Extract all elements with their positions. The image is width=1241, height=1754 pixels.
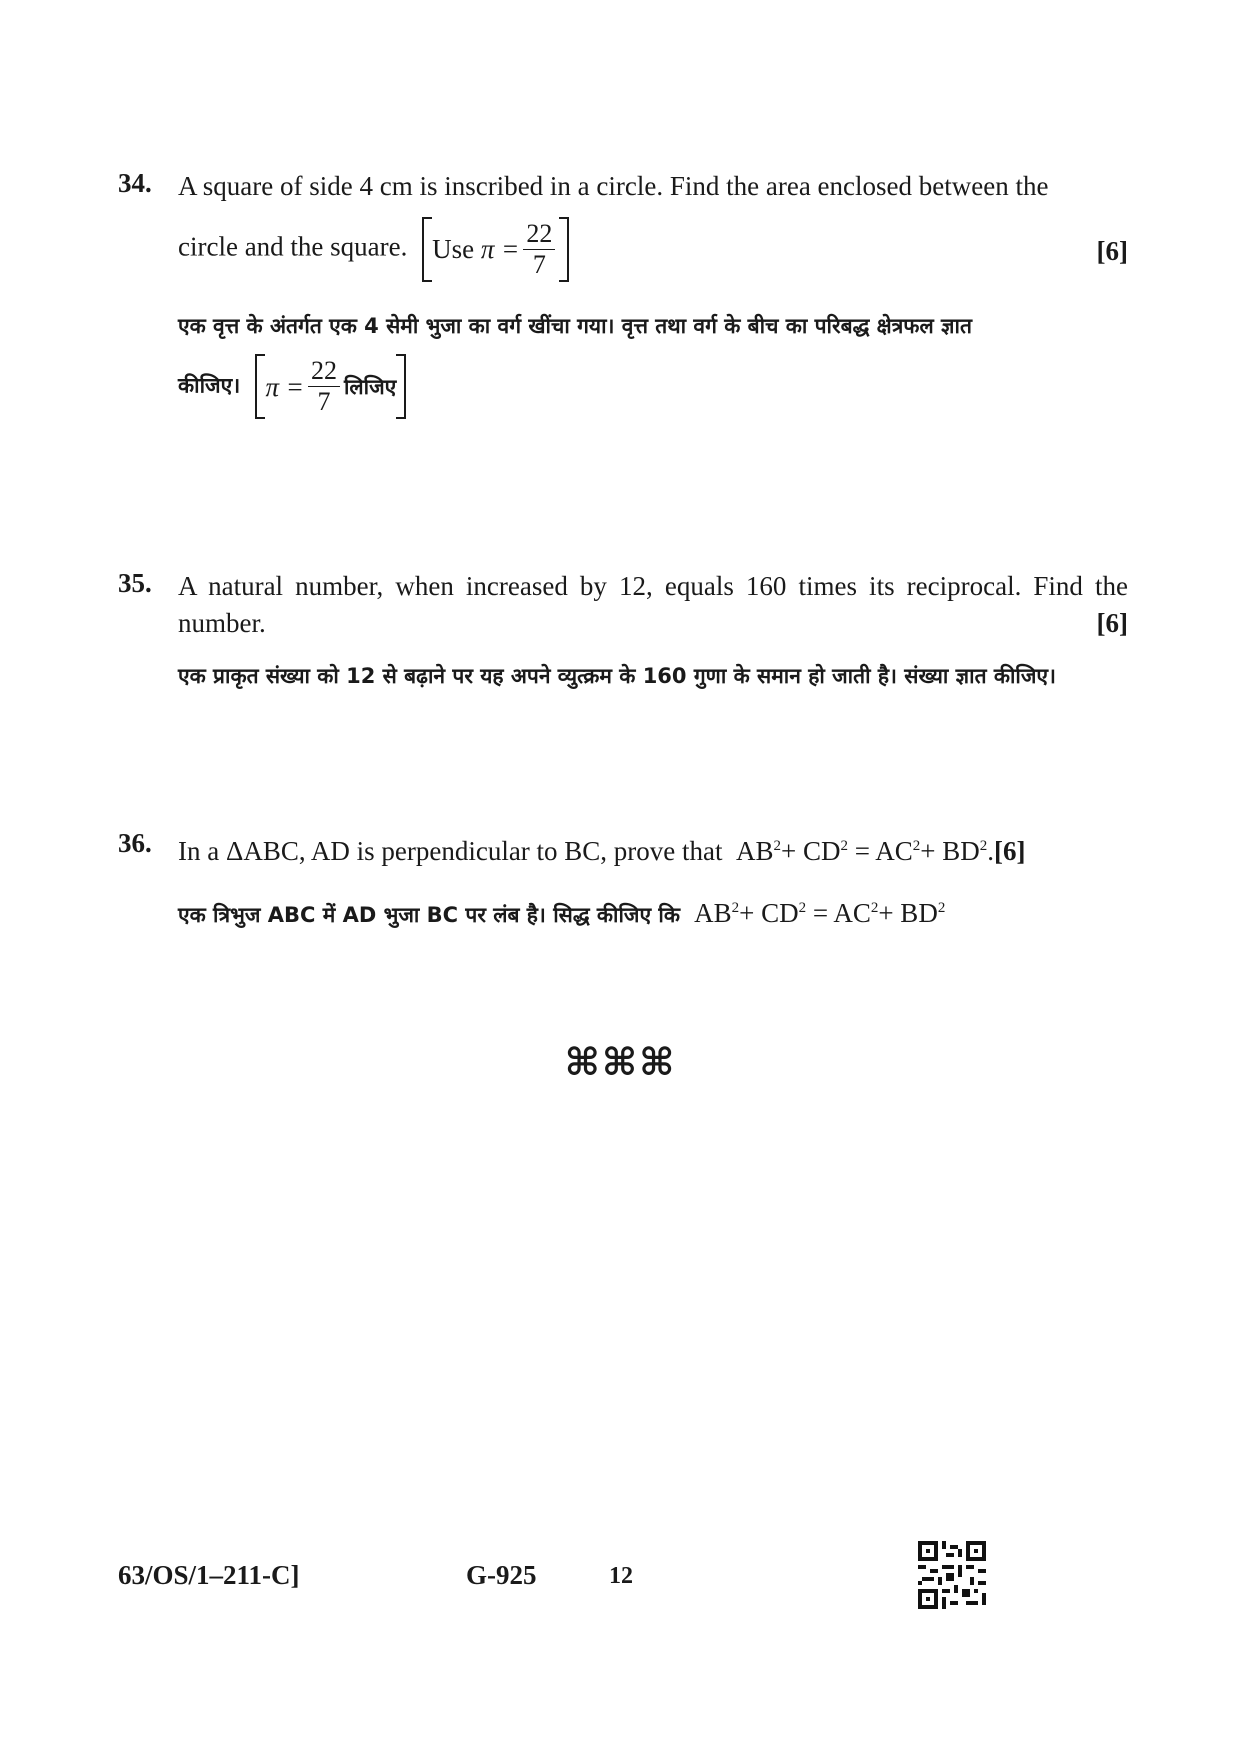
- fraction-numerator: 22: [308, 356, 340, 387]
- question-line-text: circle and the square.: [178, 231, 408, 262]
- question-number: 36.: [118, 828, 152, 858]
- question-line-text: A natural number, when increased by 12, equals 160 times its reciprocal. Find the number.: [178, 571, 1128, 638]
- question-text: [178, 568, 1128, 642]
- question-35: [118, 568, 1128, 694]
- question-line-text: In a ΔABC, AD is perpendicular to BC, prove that: [178, 836, 723, 866]
- hint-use-text: Use: [432, 234, 475, 264]
- marks: [6]: [994, 836, 1026, 866]
- fraction: [523, 219, 555, 280]
- question-number: 35.: [118, 568, 152, 598]
- pi-symbol: π =: [265, 371, 304, 402]
- hindi-text: [178, 308, 1128, 419]
- question-34: [118, 168, 1128, 419]
- fraction-denominator: 7: [317, 387, 331, 416]
- series-code: G-925: [466, 1560, 537, 1590]
- hindi-text: [178, 890, 1128, 933]
- qr-code-icon: [918, 1541, 986, 1609]
- hindi-text: एक प्राकृत संख्या को 12 से बढ़ाने पर यह अपने व्युत्क्रम के 160 गुणा के समान हो जाती है। संख्या ज्ञात कीजिए।: [178, 664, 1057, 688]
- hint-end-text: लिजिए: [343, 374, 397, 399]
- fraction-numerator: 22: [523, 219, 555, 250]
- end-of-paper-mark: ⌘⌘⌘: [564, 1040, 677, 1084]
- hint-bracket: [422, 217, 569, 282]
- question-line: A square of side 4 cm is inscribed in a circle. Find the area enclosed between the: [178, 171, 1049, 201]
- hint-bracket: [255, 354, 406, 419]
- hindi-line: [178, 354, 1128, 419]
- question-text: [178, 828, 1128, 870]
- equation: $AB^2+ CD^2 = AC^2+ BD^2$.: [729, 836, 995, 866]
- marks: [6]: [1096, 608, 1128, 638]
- question-number: 34.: [118, 168, 152, 198]
- hindi-line: एक वृत्त के अंतर्गत एक 4 सेमी भुजा का वर्ग खींचा गया। वृत्त तथा वर्ग के बीच का परिबद्ध क्षेत्रफल ज्ञात: [178, 314, 972, 338]
- question-text: [178, 168, 1128, 282]
- question-36: [118, 828, 1128, 933]
- equation: $AB^2+ CD^2 = AC^2+ BD^2$: [687, 898, 946, 928]
- fraction: [308, 356, 340, 417]
- question-line: [178, 217, 1128, 282]
- page-number: 12: [609, 1563, 633, 1589]
- marks: [6]: [1096, 236, 1128, 266]
- paper-code: 63/OS/1–211-C]: [118, 1560, 300, 1590]
- hindi-line-text: कीजिए।: [178, 373, 241, 398]
- hindi-line-text: एक त्रिभुज ABC में AD भुजा BC पर लंब है। सिद्ध कीजिए कि: [178, 903, 681, 927]
- fraction-denominator: 7: [532, 250, 546, 279]
- pi-symbol: π =: [480, 234, 520, 264]
